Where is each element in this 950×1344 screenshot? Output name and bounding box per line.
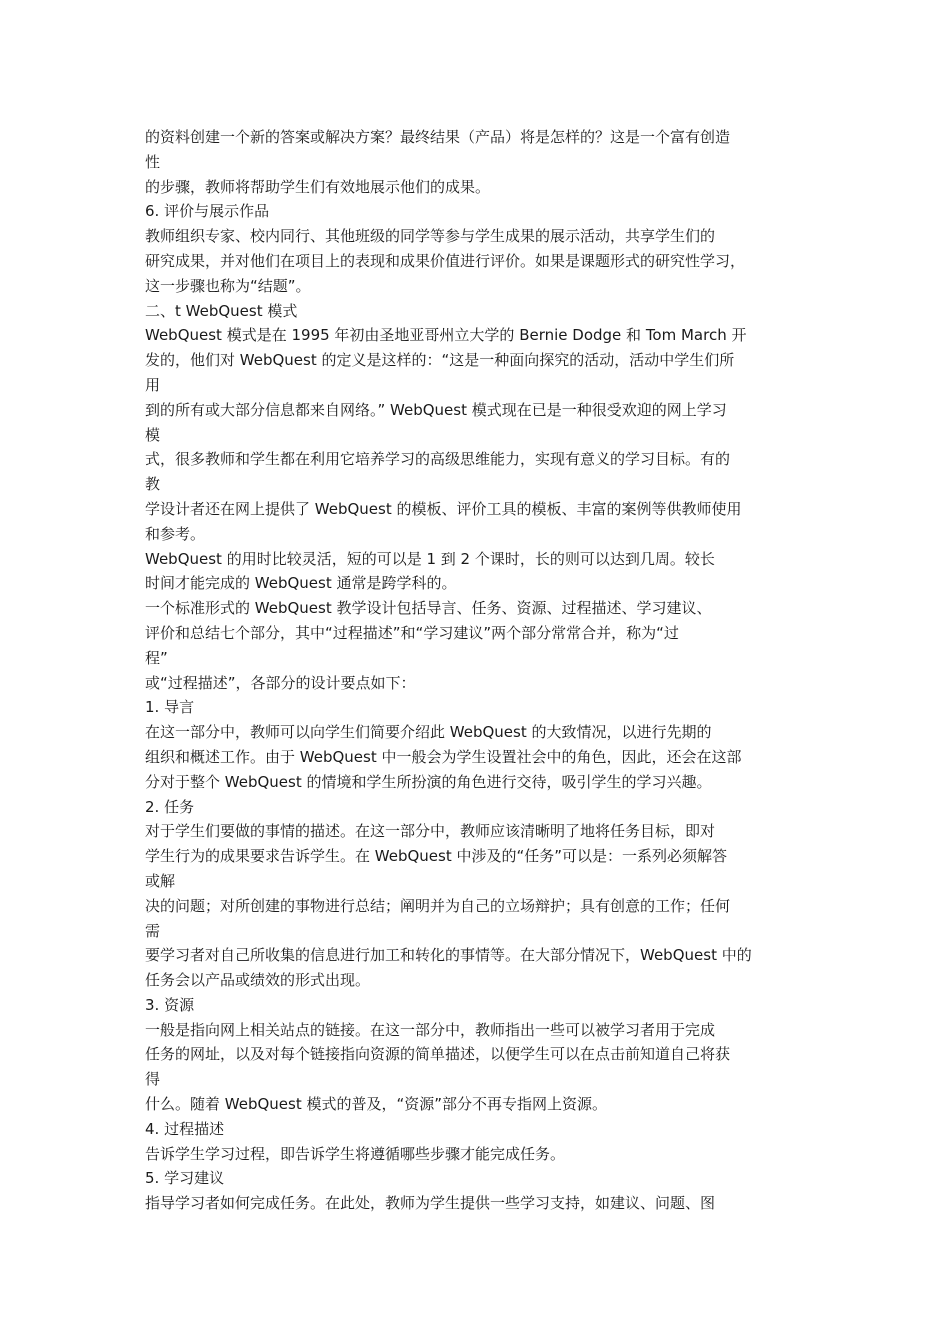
document-body [145, 125, 810, 1216]
text-line: 一般是指向网上相关站点的链接。在这一部分中，教师指出一些可以被学习者用于完成 [145, 1020, 716, 1039]
text-line: 的资料创建一个新的答案或解决方案？最终结果（产品）将是怎样的？这是一个富有创造 [145, 128, 731, 146]
text-line: 模 [145, 425, 161, 444]
text-line: 发的，他们对 WebQuest 的定义是这样的：“这是一种面向探究的活动，活动中学生们所 [145, 351, 735, 370]
text-line: 程” [145, 648, 168, 667]
text-line: WebQuest 模式是在 1995 年初由圣地亚哥州立大学的 Bernie Dodge 和 Tom March 开 [145, 326, 747, 345]
text-line: 学设计者还在网上提供了 WebQuest 的模板、评价工具的模板、丰富的案例等供教师使用 [145, 499, 742, 518]
text-line: 1. 导言 [145, 698, 195, 717]
text-line: 任务的网址，以及对每个链接指向资源的简单描述，以便学生可以在点击前知道自己将获 [145, 1045, 731, 1064]
text-line: 告诉学生学习过程，即告诉学生将遵循哪些步骤才能完成任务。 [145, 1144, 566, 1163]
text-line: 2. 任务 [145, 797, 195, 816]
text-line: 时间才能完成的 WebQuest 通常是跨学科的。 [145, 574, 457, 593]
text-line: 评价和总结七个部分，其中“过程描述”和“学习建议”两个部分常常合并，称为“过 [145, 623, 679, 642]
text-line: 性 [145, 152, 161, 171]
text-line: 指导学习者如何完成任务。在此处，教师为学生提供一些学习支持，如建议、问题、图 [145, 1194, 716, 1213]
text-line: 分对于整个 WebQuest 的情境和学生所扮演的角色进行交待，吸引学生的学习兴趣。 [145, 772, 712, 791]
text-line: WebQuest 的用时比较灵活，短的可以是 1 到 2 个课时，长的则可以达到几周。较长 [145, 549, 715, 568]
text-line: 要学习者对自己所收集的信息进行加工和转化的事情等。在大部分情况下，WebQuest 中的 [145, 946, 752, 965]
text-line: 教师组织专家、校内同行、其他班级的同学等参与学生成果的展示活动，共享学生们的 [145, 227, 716, 246]
text-line: 的步骤，教师将帮助学生们有效地展示他们的成果。 [145, 177, 491, 196]
text-line: 式，很多教师和学生都在利用它培养学习的高级思维能力，实现有意义的学习目标。有的 [145, 450, 731, 469]
text-line: 需 [145, 921, 161, 940]
text-line: 一个标准形式的 WebQuest 教学设计包括导言、任务、资源、过程描述、学习建议、 [145, 599, 712, 618]
text-line: 5. 学习建议 [145, 1169, 225, 1188]
text-line: 什么。随着 WebQuest 模式的普及，“资源”部分不再专指网上资源。 [145, 1095, 608, 1114]
text-line: 教 [145, 475, 161, 494]
text-line: 或“过程描述”，各部分的设计要点如下： [145, 673, 416, 692]
text-line: 研究成果，并对他们在项目上的表现和成果价值进行评价。如果是课题形式的研究性学习， [145, 251, 746, 270]
text-line: 3. 资源 [145, 995, 195, 1014]
text-line: 或解 [145, 871, 176, 890]
text-line: 在这一部分中，教师可以向学生们简要介绍此 WebQuest 的大致情况，以进行先期的 [145, 723, 712, 742]
text-line: 用 [145, 375, 161, 394]
text-line: 6. 评价与展示作品 [145, 202, 270, 221]
text-line: 到的所有或大部分信息都来自网络。” WebQuest 模式现在已是一种很受欢迎的网上学习 [145, 400, 727, 419]
text-line: 任务会以产品或绩效的形式出现。 [145, 971, 371, 990]
text-line: 组织和概述工作。由于 WebQuest 中一般会为学生设置社会中的角色，因此，还会在这部 [145, 747, 742, 766]
text-line: 得 [145, 1070, 161, 1089]
text-line: 对于学生们要做的事情的描述。在这一部分中，教师应该清晰明了地将任务目标，即对 [145, 822, 716, 841]
text-line: 这一步骤也称为“结题”。 [145, 276, 311, 295]
text-line: 和参考。 [145, 524, 206, 543]
text-line: 学生行为的成果要求告诉学生。在 WebQuest 中涉及的“任务”可以是：一系列必须解答 [145, 847, 728, 866]
text-line: 二、t WebQuest 模式 [145, 301, 298, 320]
text-line: 决的问题；对所创建的事物进行总结；阐明并为自己的立场辩护；具有创意的工作；任何 [145, 896, 731, 915]
text-line: 4. 过程描述 [145, 1119, 225, 1138]
